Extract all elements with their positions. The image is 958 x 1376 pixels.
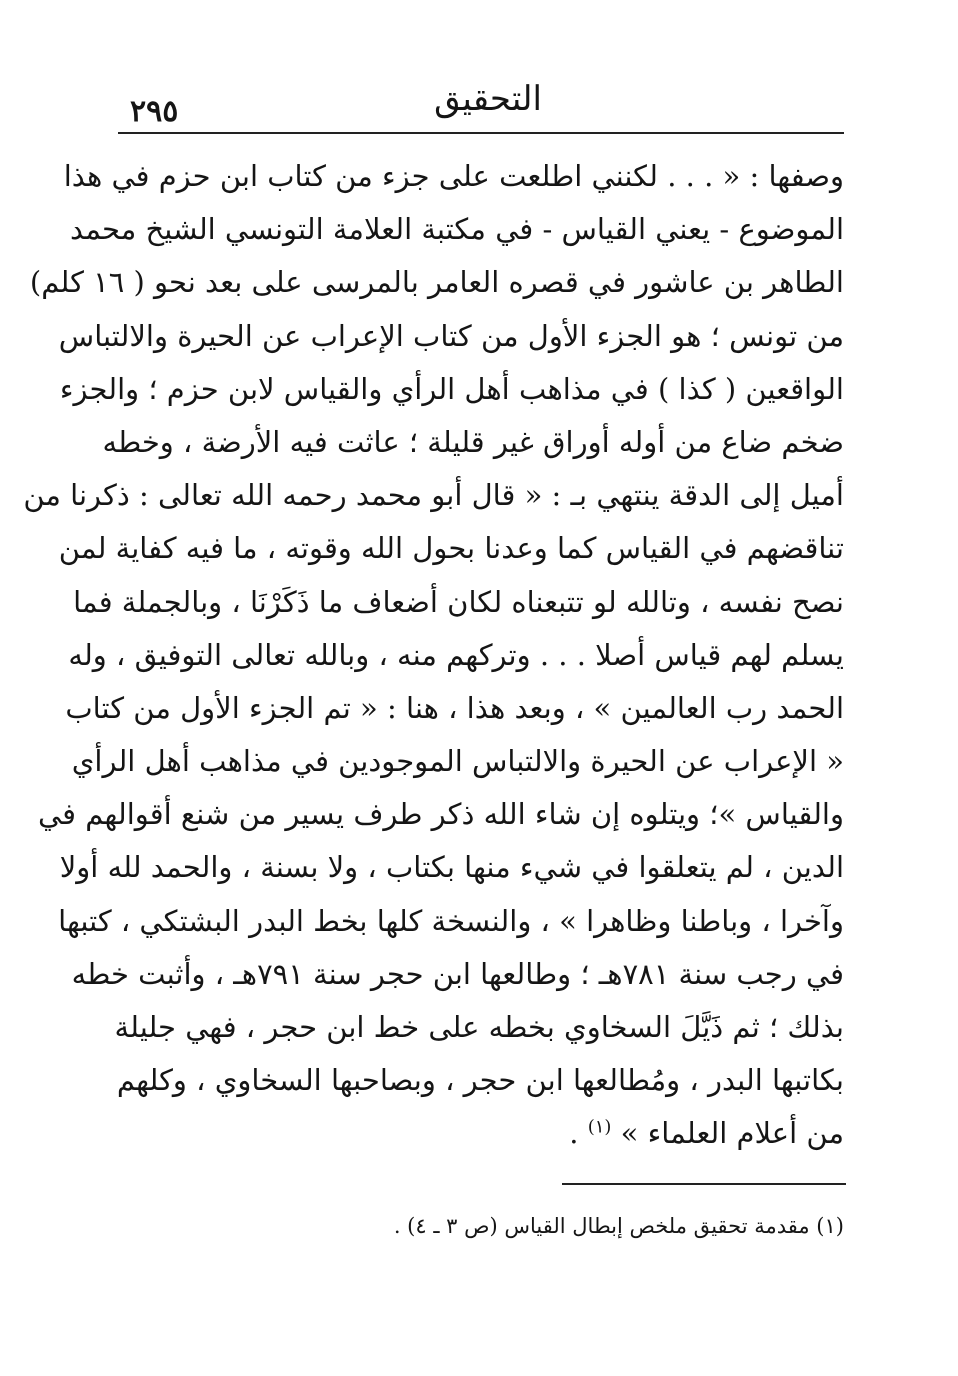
text-line: الطاهر بن عاشور في قصره العامر بالمرسى على بعد نحو ( ١٦ كلم) bbox=[29, 265, 844, 300]
footnote: (١) مقدمة تحقيق ملخص إبطال القياس (ص ٣ ـ ٤) . bbox=[393, 1214, 844, 1238]
footnote-divider bbox=[562, 1183, 846, 1185]
text-line: يسلم لهم قياس أصلا . . . وتركهم منه ، وبالله تعالى التوفيق ، وله bbox=[68, 637, 844, 672]
last-line-text: من أعلام العلماء » bbox=[620, 1116, 844, 1151]
page-number: ٢٩٥ bbox=[130, 94, 179, 129]
footnote-reference: (١) bbox=[587, 1116, 612, 1138]
page-header bbox=[118, 72, 844, 136]
text-line: ضخم ضاع من أوله أوراق غير قليلة ؛ عاثت فيه الأرضة ، وخطه bbox=[102, 424, 844, 459]
text-line: « الإعراب عن الحيرة والالتباس الموجودين في مذاهب أهل الرأي bbox=[71, 744, 844, 779]
text-line-last bbox=[118, 1107, 844, 1160]
text-line: الدين ، لم يتعلقوا في شيء منها بكتاب ، ولا بسنة ، والحمد لله أولا bbox=[59, 850, 844, 885]
text-line: في رجب سنة ٧٨١هـ ؛ وطالعها ابن حجر سنة ٧٩١هـ ، وأثبت خطه bbox=[71, 956, 844, 991]
last-line-end: . bbox=[569, 1116, 588, 1151]
text-line: بكاتبها البدر ، ومُطالعها ابن حجر ، وبصاحبها السخاوي ، وكلهم bbox=[116, 1063, 844, 1098]
text-line: نصح نفسه ، وتالله لو تتبعناه لكان أضعاف ما ذَكَرْنَا ، وبالجملة فما bbox=[73, 584, 844, 619]
text-line: بذلك ؛ ثم ذَيَّلَ السخاوي بخطه على خط ابن حجر ، فهي جليلة bbox=[114, 1010, 844, 1044]
text-line: الواقعين ( كذا ) في مذاهب أهل الرأي والقياس لابن حزم ؛ والجزء bbox=[59, 371, 844, 406]
text-line: أميل إلى الدقة ينتهي بـ : « قال أبو محمد رحمه الله تعالى : ذكرنا من bbox=[23, 478, 844, 513]
text-line: والقياس »؛ ويتلوه إن شاء الله ذكر طرف يسير من شنع أقوالهم في bbox=[37, 797, 844, 832]
text-line: وآخرا ، وباطنا وظاهرا » ، والنسخة كلها بخط البدر البشتكي ، كتبها bbox=[58, 903, 844, 938]
running-head: التحقيق bbox=[434, 79, 542, 119]
text-line: وصفها : « . . . لكنني اطلعت على جزء من كتاب ابن حزم في هذا bbox=[63, 159, 844, 193]
text-line: من تونس ؛ هو الجزء الأول من كتاب الإعراب عن الحيرة والالتباس bbox=[58, 318, 844, 353]
text-line: الحمد رب العالمين » ، وبعد هذا ، هنا : « تم الجزء الأول من كتاب bbox=[65, 690, 844, 725]
text-line: الموضوع - يعني القياس - في مكتبة العلامة التونسي الشيخ محمد bbox=[70, 212, 844, 247]
text-line: تناقضهم في القياس كما وعدنا بحول الله وقوته ، ما فيه كفاية لمن bbox=[58, 531, 844, 566]
header-divider bbox=[118, 132, 844, 134]
main-text bbox=[23, 150, 844, 1161]
